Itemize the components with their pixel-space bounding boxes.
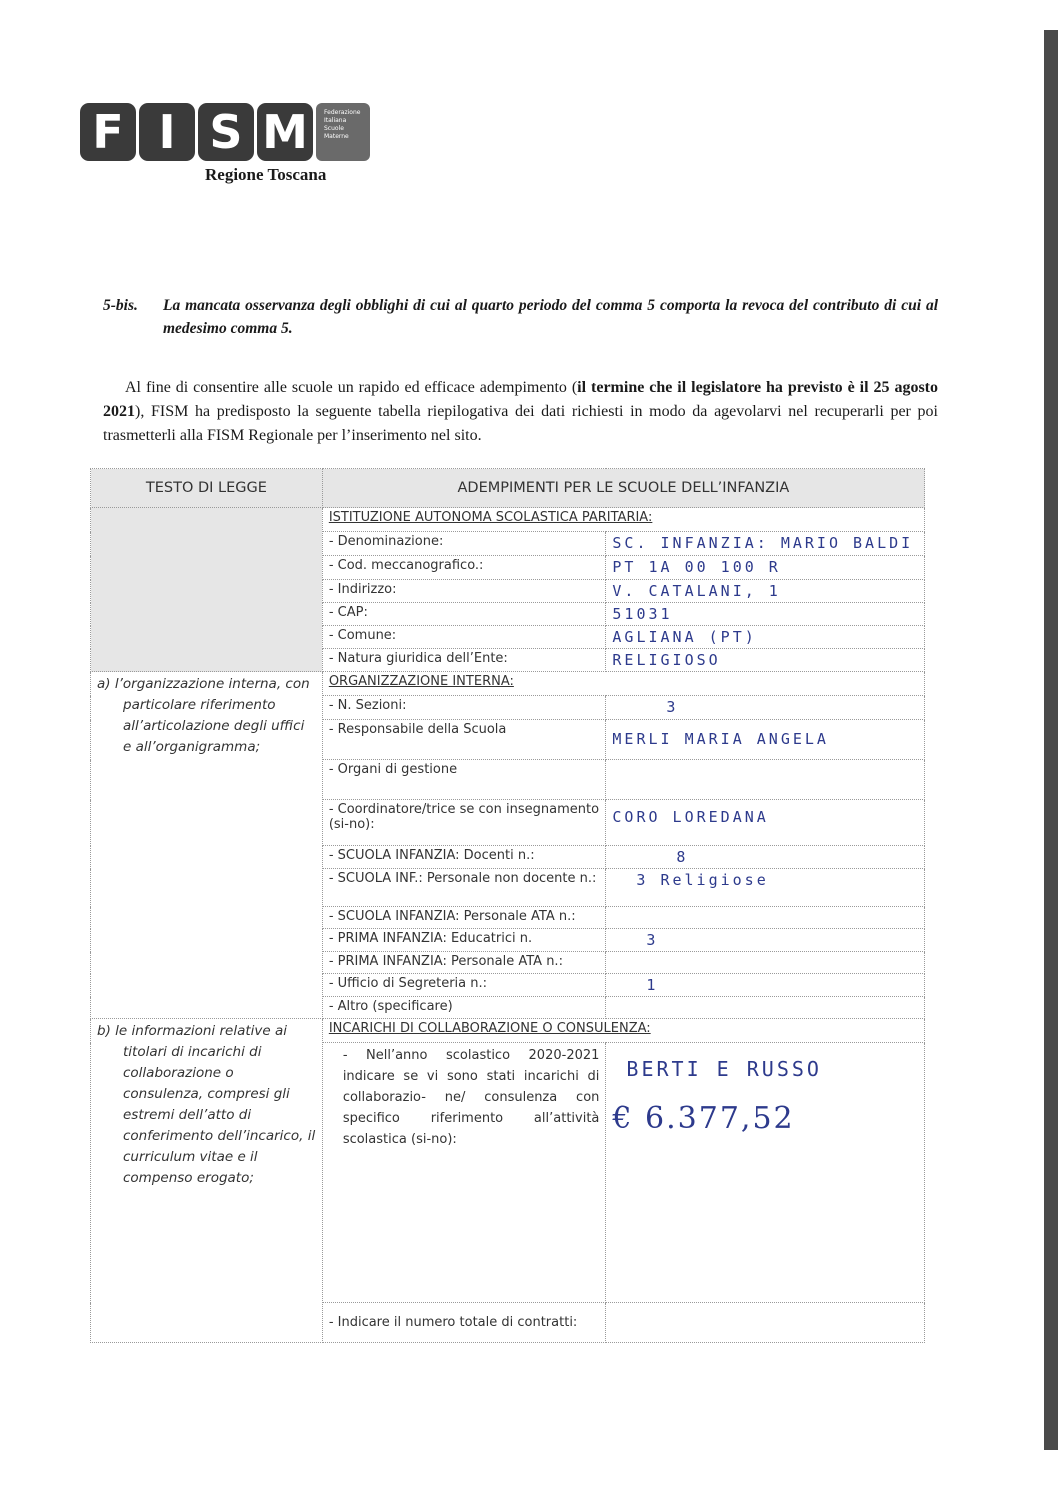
logo-letter: M <box>257 103 313 161</box>
field-value[interactable]: AGLIANA (PT) <box>606 626 925 649</box>
field-value[interactable]: MERLI MARIA ANGELA <box>606 720 925 760</box>
field-label: - PRIMA INFANZIA: Personale ATA n.: <box>322 952 606 974</box>
field-label: - Indirizzo: <box>322 580 606 603</box>
intro-paragraph <box>103 376 938 448</box>
col-header-duties: ADEMPIMENTI PER LE SCUOLE DELL’INFANZIA <box>322 469 924 508</box>
section-title: INCARICHI DI COLLABORAZIONE O CONSULENZA: <box>322 1019 924 1043</box>
field-value[interactable] <box>606 760 925 800</box>
law-text-a <box>91 672 323 1019</box>
law-body: l’organizzazione interna, con particolare riferimento all’articolazione degli uffici e all’organigramma; <box>114 676 310 755</box>
field-label: - SCUOLA INFANZIA: Personale ATA n.: <box>322 907 606 929</box>
section-title: ISTITUZIONE AUTONOMA SCOLASTICA PARITARIA: <box>322 508 924 532</box>
law-text-b <box>91 1019 323 1343</box>
field-value[interactable]: 3 Religiose <box>606 869 925 907</box>
paragraph-5bis <box>103 294 938 340</box>
intro-part1: Al fine di consentire alle scuole un rapido ed efficace adempimento ( <box>125 379 578 396</box>
region-name: Regione Toscana <box>205 165 327 184</box>
field-label: - Altro (specificare) <box>322 997 606 1019</box>
field-value[interactable] <box>606 952 925 974</box>
field-label: - N. Sezioni: <box>322 696 606 720</box>
field-label: - PRIMA INFANZIA: Educatrici n. <box>322 929 606 952</box>
logo-side-line: Italiana <box>324 117 347 124</box>
field-label: - Responsabile della Scuola <box>322 720 606 760</box>
field-label: - Natura giuridica dell’Ente: <box>322 649 606 672</box>
logo-side-line: Materne <box>324 133 349 140</box>
field-label: - Comune: <box>322 626 606 649</box>
fism-form-table <box>90 468 925 1343</box>
consulting-answer[interactable] <box>606 1043 925 1303</box>
scan-edge <box>1044 30 1058 1450</box>
intro-part2: ), FISM ha predisposto la seguente tabella riepilogativa dei dati richiesti in modo da agevolarvi nel recuperarli per poi trasmetterli alla FISM Regionale per l’inserimento nel sito. <box>103 403 938 444</box>
consulting-names: BERTI E RUSSO <box>626 1057 822 1081</box>
field-value[interactable]: 3 <box>606 929 925 952</box>
law-body: le informazioni relative ai titolari di incarichi di collaborazione o consulenza, compresi gli estremi dell’atto di conferimento dell’incarico, il curriculum vitae e il compenso erogato; <box>115 1023 316 1186</box>
field-label: - SCUOLA INFANZIA: Docenti n.: <box>322 846 606 869</box>
field-value[interactable]: PT 1A 00 100 R <box>606 556 925 580</box>
col-header-law: TESTO DI LEGGE <box>91 469 323 508</box>
intro-deadline: il termine che il legislatore ha previsto è il 25 agosto 2021 <box>103 379 938 420</box>
consulting-amount: € 6.377,52 <box>612 1101 795 1136</box>
field-value[interactable]: CORO LOREDANA <box>606 800 925 846</box>
field-label: - Ufficio di Segreteria n.: <box>322 974 606 997</box>
field-value[interactable]: SC. INFANZIA: MARIO BALDI <box>606 532 925 556</box>
field-value[interactable] <box>606 907 925 929</box>
field-label: - Denominazione: <box>322 532 606 556</box>
field-value[interactable]: 51031 <box>606 603 925 626</box>
field-label: - CAP: <box>322 603 606 626</box>
fism-logo <box>80 103 370 161</box>
field-value[interactable] <box>606 997 925 1019</box>
field-value[interactable]: 8 <box>606 846 925 869</box>
field-value[interactable]: 1 <box>606 974 925 997</box>
field-value[interactable]: RELIGIOSO <box>606 649 925 672</box>
field-value[interactable]: V. CATALANI, 1 <box>606 580 925 603</box>
field-label: - Indicare il numero totale di contratti: <box>322 1303 606 1343</box>
logo-letter: I <box>139 103 195 161</box>
paragraph-number: 5-bis. <box>103 297 138 314</box>
field-value[interactable]: 3 <box>606 696 925 720</box>
logo-letter: S <box>198 103 254 161</box>
field-label: - Cod. meccanografico.: <box>322 556 606 580</box>
field-label: - SCUOLA INF.: Personale non docente n.: <box>322 869 606 907</box>
field-value[interactable] <box>606 1303 925 1343</box>
logo-letter: F <box>80 103 136 161</box>
logo-side-line: Scuole <box>324 125 344 132</box>
paragraph-text: La mancata osservanza degli obblighi di cui al quarto periodo del comma 5 comporta la revoca del contributo di cui al medesimo comma 5. <box>163 297 938 337</box>
field-label: - Nell’anno scolastico 2020-2021 indicare se vi sono stati incarichi di collaborazio- ne/ consulenza con specifico riferimento all’attività scolastica (si-no): <box>322 1043 606 1303</box>
law-letter: a) <box>97 676 111 692</box>
field-label: - Organi di gestione <box>322 760 606 800</box>
law-cell-empty <box>91 508 323 672</box>
field-label: - Coordinatore/trice se con insegnamento (si-no): <box>322 800 606 846</box>
logo-side-text <box>316 103 370 161</box>
law-letter: b) <box>97 1023 111 1039</box>
section-title: ORGANIZZAZIONE INTERNA: <box>322 672 924 696</box>
logo-side-line: Federazione <box>324 109 361 116</box>
